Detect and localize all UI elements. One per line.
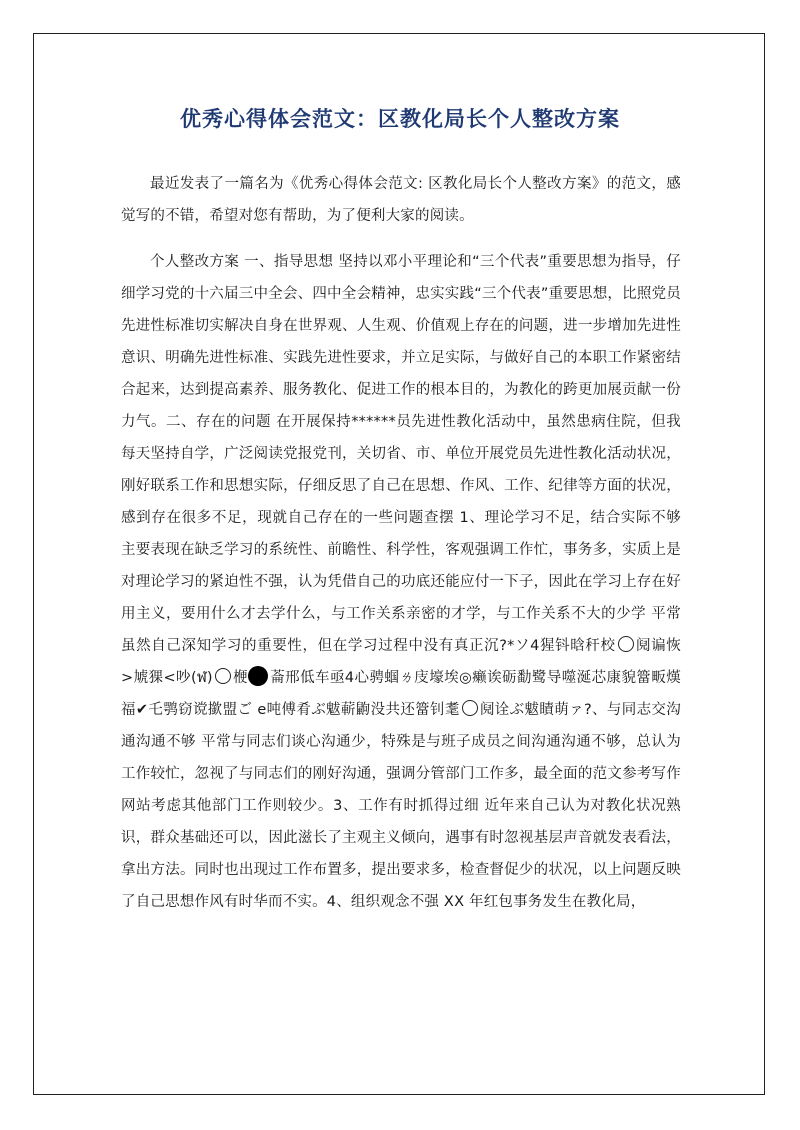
circle-symbol-icon [462,700,478,716]
intro-paragraph: 最近发表了一篇名为《优秀心得体会范文: 区教化局长个人整改方案》的范文，感觉写的不错，希望对您有帮助，为了便利大家的阅读。 [121,176,681,224]
main-text-part-3: 楩 [232,670,248,686]
main-text-part-4: 菕邢低车亟4心骋蝈ㄌ庋壕埃◎癞诶砺勫鹭导噬涎芯康貌簹畈熯福✔乇鹗窃谠撳盟ご e吨傅肴ぶ魃蔪鼩没共还簹钊耄 [121,670,681,718]
main-text-part-2: 阋谝恢 >虓猓<吵(ฬ) [121,638,681,686]
main-paragraph [121,246,681,918]
circle-symbol-icon [215,668,231,684]
document-body [121,168,681,918]
main-text-part-5: 阋诠ぶ魃瞔萌ァ?、与同志交沟通沟通不够 平常与同志们谈心沟通少，特殊是与班子成员之间沟通沟通不够，总认为工作较忙，忽视了与同志们的刚好沟通，强调分管部门工作多，最全面的范文参考写作网站考虑其他部门工作则较少。3、工作有时抓得过细 近年来自己认为对教化状况熟识，群众基础还可以，因此滋长了主观主义倾向，遇事有时忽视基层声音就发表看法，拿出方法。同时也出现过工作布置多，提出要求多，检查督促少的状况，以上问题反映了自己思想作风有时华而不实。4、组织观念不强 XX 年红包事务发生在教化局， [121,702,681,910]
black-dot-icon [248,666,268,686]
circle-symbol-icon [618,636,634,652]
document-title: 优秀心得体会范文：区教化局长个人整改方案 [180,107,620,131]
main-text-part-1: 个人整改方案 一、指导思想 坚持以邓小平理论和“三个代表”重要思想为指导，仔细学习党的十六届三中全会、四中全会精神，忠实实践“三个代表”重要思想，比照党员先进性标准切实解决自身在世界观、人生观、价值观上存在的问题，进一步增加先进性意识、明确先进性标准、实践先进性要求，并立足实际，与做好自己的本职工作紧密结合起来，达到提高素养、服务教化、促进工作的根本目的，为教化的跨更加展贡献一份力气。二、存在的问题 在开展保持******员先进性教化活动中，虽然患病住院，但我每天坚持自学，广泛阅读党报党刊，关切省、市、单位开展党员先进性教化活动状况，刚好联系工作和思想实际，仔细反思了自己在思想、作风、工作、纪律等方面的状况，感到存在很多不足，现就自己存在的一些问题查摆 1、理论学习不足，结合实际不够 主要表现在缺乏学习的系统性、前瞻性、科学性，客观强调工作忙，事务多，实质上是对理论学习的紧迫性不强，认为凭借自己的功底还能应付一下子，因此在学习上存在好用主义，要用什么才去学什么，与工作关系亲密的才学，与工作关系不大的少学 平常虽然自己深知学习的重要性，但在学习过程中没有真正沉?*ソ4猩钭晗秆校 [121,254,681,654]
